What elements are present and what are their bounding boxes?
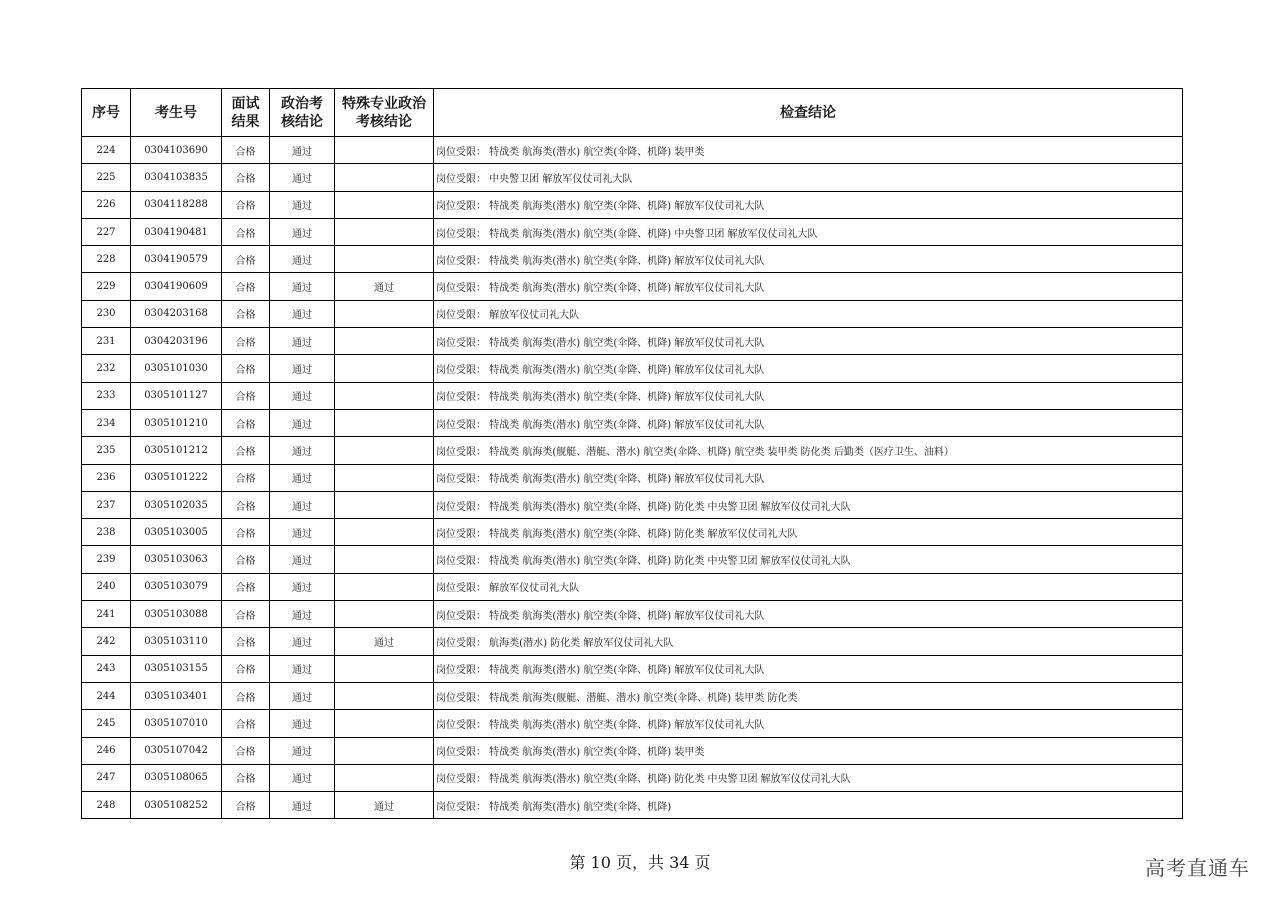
cell-special-political-review: [335, 164, 434, 191]
cell-check-result: 岗位受限： 特战类 航海类(潜水) 航空类(伞降、机降) 中央警卫团 解放军仪仗司礼大队: [434, 218, 1183, 245]
cell-check-result: 岗位受限： 特战类 航海类(潜水) 航空类(伞降、机降) 防化类 中央警卫团 解放军仪仗司礼大队: [434, 764, 1183, 791]
header-political-review: [270, 89, 335, 137]
header-exam-id: [131, 89, 222, 137]
cell-political-review: 通过: [270, 628, 335, 655]
cell-index: 226: [82, 191, 131, 218]
header-line: 面试: [231, 95, 260, 112]
cell-special-political-review: [335, 409, 434, 436]
cell-special-political-review: [335, 491, 434, 518]
cell-political-review: 通过: [270, 519, 335, 546]
table-row: [82, 710, 1183, 737]
cell-check-result: 岗位受限： 特战类 航海类(潜水) 航空类(伞降、机降) 解放军仪仗司礼大队: [434, 464, 1183, 491]
cell-exam-id: 0305102035: [131, 491, 222, 518]
cell-check-result: 岗位受限： 特战类 航海类(潜水) 航空类(伞降、机降): [434, 792, 1183, 819]
cell-exam-id: 0304118288: [131, 191, 222, 218]
cell-check-result: 岗位受限： 特战类 航海类(潜水) 航空类(伞降、机降) 解放军仪仗司礼大队: [434, 355, 1183, 382]
header-line: 序号: [92, 104, 120, 121]
cell-index: 230: [82, 300, 131, 327]
table-row: [82, 382, 1183, 409]
cell-political-review: 通过: [270, 546, 335, 573]
cell-special-political-review: [335, 355, 434, 382]
cell-check-result: 岗位受限： 特战类 航海类(潜水) 航空类(伞降、机降) 解放军仪仗司礼大队: [434, 710, 1183, 737]
cell-interview-result: 合格: [222, 437, 270, 464]
cell-exam-id: 0305101210: [131, 409, 222, 436]
cell-interview-result: 合格: [222, 218, 270, 245]
cell-interview-result: 合格: [222, 792, 270, 819]
cell-interview-result: 合格: [222, 655, 270, 682]
table-row: [82, 273, 1183, 300]
watermark-text: 高考直通车: [1145, 856, 1250, 880]
cell-check-result: 岗位受限： 特战类 航海类(舰艇、潜艇、潜水) 航空类(伞降、机降) 装甲类 防化类: [434, 682, 1183, 709]
cell-index: 237: [82, 491, 131, 518]
cell-special-political-review: 通过: [335, 273, 434, 300]
cell-check-result: 岗位受限： 特战类 航海类(潜水) 航空类(伞降、机降) 解放军仪仗司礼大队: [434, 382, 1183, 409]
cell-exam-id: 0305103063: [131, 546, 222, 573]
cell-exam-id: 0304203196: [131, 328, 222, 355]
cell-interview-result: 合格: [222, 246, 270, 273]
table-body: [82, 137, 1183, 819]
cell-index: 241: [82, 601, 131, 628]
header-special-political-review: [335, 89, 434, 137]
cell-interview-result: 合格: [222, 300, 270, 327]
cell-special-political-review: [335, 382, 434, 409]
table-row: [82, 164, 1183, 191]
table-row: [82, 300, 1183, 327]
cell-interview-result: 合格: [222, 519, 270, 546]
cell-political-review: 通过: [270, 437, 335, 464]
cell-political-review: 通过: [270, 137, 335, 164]
cell-exam-id: 0304190481: [131, 218, 222, 245]
table-row: [82, 573, 1183, 600]
cell-interview-result: 合格: [222, 164, 270, 191]
header-check-result: [434, 89, 1183, 137]
table-row: [82, 682, 1183, 709]
cell-check-result: 岗位受限： 特战类 航海类(潜水) 航空类(伞降、机降) 解放军仪仗司礼大队: [434, 191, 1183, 218]
cell-special-political-review: 通过: [335, 628, 434, 655]
cell-check-result: 岗位受限： 特战类 航海类(潜水) 航空类(伞降、机降) 解放军仪仗司礼大队: [434, 246, 1183, 273]
table-row: [82, 792, 1183, 819]
cell-exam-id: 0304203168: [131, 300, 222, 327]
cell-exam-id: 0305108252: [131, 792, 222, 819]
table-row: [82, 328, 1183, 355]
cell-political-review: 通过: [270, 409, 335, 436]
cell-exam-id: 0305103155: [131, 655, 222, 682]
cell-check-result: 岗位受限： 特战类 航海类(潜水) 航空类(伞降、机降) 装甲类: [434, 737, 1183, 764]
header-line: 检查结论: [780, 104, 836, 121]
cell-interview-result: 合格: [222, 409, 270, 436]
cell-interview-result: 合格: [222, 382, 270, 409]
header-line: 考生号: [155, 104, 197, 121]
cell-interview-result: 合格: [222, 737, 270, 764]
cell-index: 239: [82, 546, 131, 573]
cell-special-political-review: [335, 437, 434, 464]
cell-political-review: 通过: [270, 682, 335, 709]
cell-exam-id: 0305103401: [131, 682, 222, 709]
cell-check-result: 岗位受限： 解放军仪仗司礼大队: [434, 573, 1183, 600]
cell-special-political-review: [335, 764, 434, 791]
cell-interview-result: 合格: [222, 710, 270, 737]
table-row: [82, 218, 1183, 245]
cell-index: 232: [82, 355, 131, 382]
cell-index: 236: [82, 464, 131, 491]
header-line: 核结论: [281, 113, 323, 130]
cell-interview-result: 合格: [222, 573, 270, 600]
table-row: [82, 519, 1183, 546]
cell-political-review: 通过: [270, 300, 335, 327]
cell-exam-id: 0305101127: [131, 382, 222, 409]
cell-political-review: 通过: [270, 655, 335, 682]
cell-index: 240: [82, 573, 131, 600]
cell-special-political-review: 通过: [335, 792, 434, 819]
cell-exam-id: 0304190579: [131, 246, 222, 273]
cell-special-political-review: [335, 300, 434, 327]
cell-index: 238: [82, 519, 131, 546]
cell-exam-id: 0304103835: [131, 164, 222, 191]
cell-political-review: 通过: [270, 218, 335, 245]
cell-index: 234: [82, 409, 131, 436]
cell-check-result: 岗位受限： 特战类 航海类(舰艇、潜艇、潜水) 航空类(伞降、机降) 航空类 装甲类 防化类 后勤类（医疗卫生、油料）: [434, 437, 1183, 464]
table-row: [82, 601, 1183, 628]
cell-exam-id: 0304190609: [131, 273, 222, 300]
results-table: [81, 88, 1183, 819]
cell-check-result: 岗位受限： 特战类 航海类(潜水) 航空类(伞降、机降) 解放军仪仗司礼大队: [434, 601, 1183, 628]
cell-political-review: 通过: [270, 710, 335, 737]
cell-exam-id: 0305101030: [131, 355, 222, 382]
cell-exam-id: 0305107042: [131, 737, 222, 764]
cell-special-political-review: [335, 191, 434, 218]
cell-exam-id: 0305103079: [131, 573, 222, 600]
table-row: [82, 464, 1183, 491]
cell-interview-result: 合格: [222, 464, 270, 491]
table-row: [82, 409, 1183, 436]
table-row: [82, 764, 1183, 791]
header-index: [82, 89, 131, 137]
cell-check-result: 岗位受限： 特战类 航海类(潜水) 航空类(伞降、机降) 防化类 中央警卫团 解放军仪仗司礼大队: [434, 491, 1183, 518]
cell-index: 228: [82, 246, 131, 273]
cell-special-political-review: [335, 246, 434, 273]
cell-political-review: 通过: [270, 491, 335, 518]
table-row: [82, 137, 1183, 164]
table-row: [82, 191, 1183, 218]
cell-check-result: 岗位受限： 特战类 航海类(潜水) 航空类(伞降、机降) 解放军仪仗司礼大队: [434, 328, 1183, 355]
cell-political-review: 通过: [270, 246, 335, 273]
cell-check-result: 岗位受限： 特战类 航海类(潜水) 航空类(伞降、机降) 防化类 中央警卫团 解放军仪仗司礼大队: [434, 546, 1183, 573]
cell-index: 245: [82, 710, 131, 737]
cell-interview-result: 合格: [222, 191, 270, 218]
cell-political-review: 通过: [270, 273, 335, 300]
cell-check-result: 岗位受限： 特战类 航海类(潜水) 航空类(伞降、机降) 装甲类: [434, 137, 1183, 164]
table-row: [82, 355, 1183, 382]
cell-political-review: 通过: [270, 464, 335, 491]
cell-index: 235: [82, 437, 131, 464]
cell-exam-id: 0304103690: [131, 137, 222, 164]
cell-index: 229: [82, 273, 131, 300]
cell-special-political-review: [335, 710, 434, 737]
cell-interview-result: 合格: [222, 273, 270, 300]
header-line: 结果: [231, 113, 260, 130]
cell-interview-result: 合格: [222, 682, 270, 709]
cell-interview-result: 合格: [222, 355, 270, 382]
cell-check-result: 岗位受限： 航海类(潜水) 防化类 解放军仪仗司礼大队: [434, 628, 1183, 655]
cell-political-review: 通过: [270, 737, 335, 764]
cell-special-political-review: [335, 601, 434, 628]
table-row: [82, 491, 1183, 518]
cell-interview-result: 合格: [222, 764, 270, 791]
cell-political-review: 通过: [270, 355, 335, 382]
cell-exam-id: 0305101222: [131, 464, 222, 491]
cell-index: 244: [82, 682, 131, 709]
cell-interview-result: 合格: [222, 601, 270, 628]
cell-exam-id: 0305103110: [131, 628, 222, 655]
cell-interview-result: 合格: [222, 328, 270, 355]
table-row: [82, 246, 1183, 273]
cell-index: 227: [82, 218, 131, 245]
header-interview-result: [222, 89, 270, 137]
cell-political-review: 通过: [270, 573, 335, 600]
cell-interview-result: 合格: [222, 491, 270, 518]
cell-exam-id: 0305108065: [131, 764, 222, 791]
cell-check-result: 岗位受限： 解放军仪仗司礼大队: [434, 300, 1183, 327]
cell-special-political-review: [335, 464, 434, 491]
cell-exam-id: 0305101212: [131, 437, 222, 464]
cell-check-result: 岗位受限： 特战类 航海类(潜水) 航空类(伞降、机降) 解放军仪仗司礼大队: [434, 655, 1183, 682]
page-number: 第 10 页，共 34 页: [569, 853, 711, 872]
cell-check-result: 岗位受限： 特战类 航海类(潜水) 航空类(伞降、机降) 解放军仪仗司礼大队: [434, 409, 1183, 436]
cell-index: 248: [82, 792, 131, 819]
cell-special-political-review: [335, 737, 434, 764]
table-row: [82, 628, 1183, 655]
cell-interview-result: 合格: [222, 137, 270, 164]
cell-exam-id: 0305103005: [131, 519, 222, 546]
cell-exam-id: 0305107010: [131, 710, 222, 737]
cell-special-political-review: [335, 328, 434, 355]
cell-check-result: 岗位受限： 中央警卫团 解放军仪仗司礼大队: [434, 164, 1183, 191]
cell-political-review: 通过: [270, 764, 335, 791]
header-line: 特殊专业政治: [342, 95, 426, 112]
cell-special-political-review: [335, 573, 434, 600]
cell-interview-result: 合格: [222, 546, 270, 573]
table-row: [82, 655, 1183, 682]
cell-index: 247: [82, 764, 131, 791]
cell-index: 243: [82, 655, 131, 682]
cell-political-review: 通过: [270, 382, 335, 409]
cell-political-review: 通过: [270, 792, 335, 819]
cell-special-political-review: [335, 137, 434, 164]
table-header-row: [82, 89, 1183, 137]
header-line: 政治考: [281, 95, 323, 112]
cell-index: 225: [82, 164, 131, 191]
cell-special-political-review: [335, 519, 434, 546]
table-row: [82, 437, 1183, 464]
cell-index: 242: [82, 628, 131, 655]
cell-exam-id: 0305103088: [131, 601, 222, 628]
cell-index: 233: [82, 382, 131, 409]
cell-political-review: 通过: [270, 164, 335, 191]
table-row: [82, 737, 1183, 764]
cell-check-result: 岗位受限： 特战类 航海类(潜水) 航空类(伞降、机降) 防化类 解放军仪仗司礼大队: [434, 519, 1183, 546]
cell-check-result: 岗位受限： 特战类 航海类(潜水) 航空类(伞降、机降) 解放军仪仗司礼大队: [434, 273, 1183, 300]
cell-political-review: 通过: [270, 191, 335, 218]
cell-special-political-review: [335, 546, 434, 573]
cell-special-political-review: [335, 218, 434, 245]
cell-interview-result: 合格: [222, 628, 270, 655]
cell-index: 231: [82, 328, 131, 355]
cell-political-review: 通过: [270, 328, 335, 355]
cell-special-political-review: [335, 682, 434, 709]
cell-index: 224: [82, 137, 131, 164]
header-line: 考核结论: [356, 113, 412, 130]
cell-special-political-review: [335, 655, 434, 682]
cell-political-review: 通过: [270, 601, 335, 628]
table-row: [82, 546, 1183, 573]
cell-index: 246: [82, 737, 131, 764]
